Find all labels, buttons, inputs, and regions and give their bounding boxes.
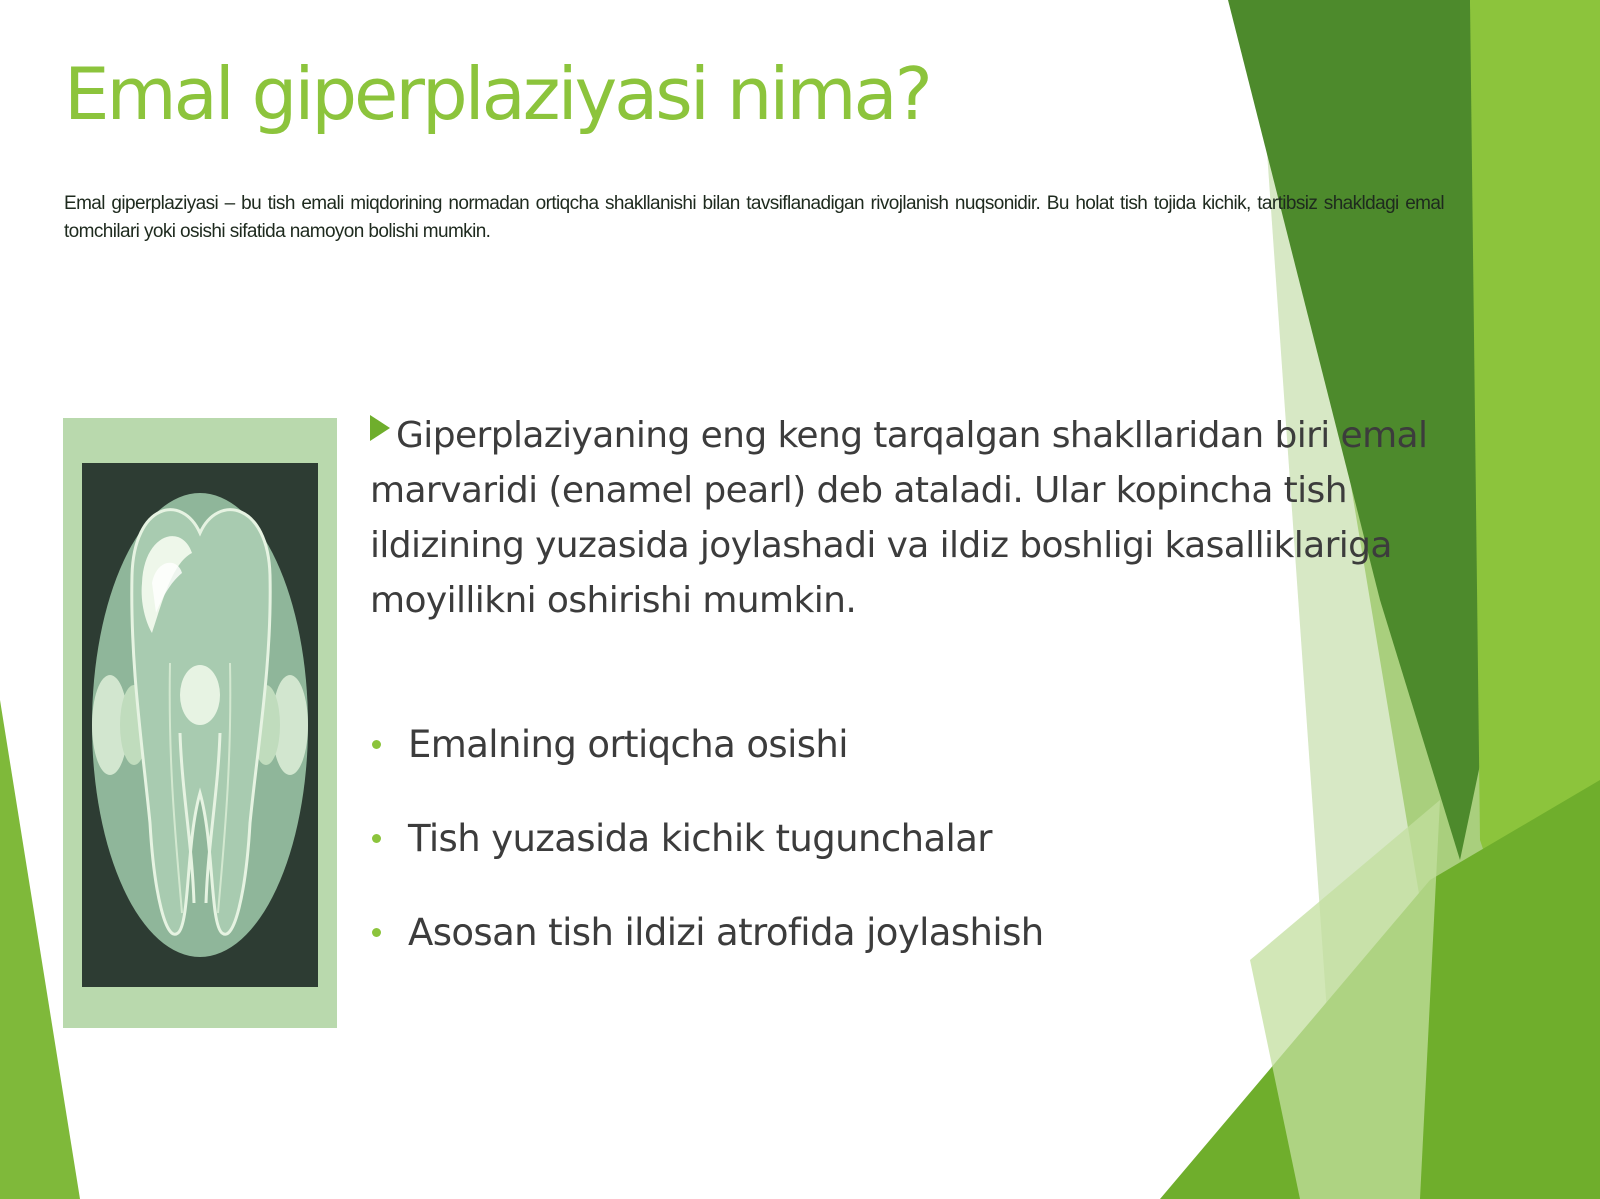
main-paragraph-text: Giperplaziyaning eng keng tarqalgan shakllaridan biri emal marvaridi (enamel pearl) deb ataladi. Ular kopincha tish ildizining yuzasida joylashadi va ildiz boshligi kasalliklariga moyillikni oshirishi mumkin. (370, 415, 1428, 621)
list-item (370, 722, 1044, 816)
dot-icon (372, 834, 381, 843)
list-item-label: Asosan tish ildizi atrofida joylashish (408, 911, 1044, 954)
slide-title: Emal giperplaziyasi nima? (64, 52, 930, 136)
list-item-label: Emalning ortiqcha osishi (408, 723, 848, 766)
bullet-list (370, 722, 1044, 1004)
tooth-illustration (63, 418, 337, 1028)
list-item (370, 910, 1044, 1004)
main-paragraph (370, 408, 1460, 628)
tooth-icon (82, 463, 318, 987)
dot-icon (372, 740, 381, 749)
list-item (370, 816, 1044, 910)
intro-paragraph: Emal giperplaziyasi – bu tish emali miqdorining normadan ortiqcha shakllanishi bilan tavsiflanadigan rivojlanish nuqsonidir. Bu holat tish tojida kichik, tartibsiz shakldagi emal tomchilari yoki osishi sifatida namoyon bolishi mumkin. (64, 193, 1444, 242)
triangle-arrow-icon (370, 415, 390, 441)
list-item-label: Tish yuzasida kichik tugunchalar (408, 817, 992, 860)
dot-icon (372, 928, 381, 937)
